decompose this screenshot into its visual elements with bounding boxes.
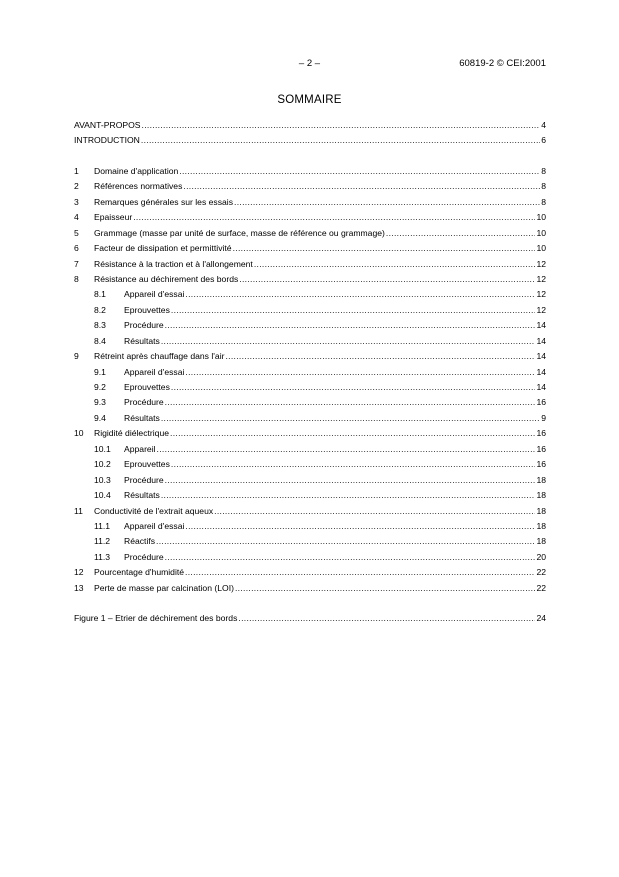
toc-entry-number: 10.2 [94,459,111,470]
dot-leader [214,504,535,519]
toc-entry-introduction[interactable] [74,133,546,148]
toc-entry-10-4[interactable] [74,488,546,503]
toc-entry-number: 11.1 [94,520,111,531]
toc-entry-7[interactable] [74,257,546,272]
toc-entry-page: 12 [536,273,546,284]
toc-entry-label: Résistance au déchirement des bords [94,273,239,284]
toc-entry-label: Rétreint après chauffage dans l'air [94,351,225,362]
toc-entry-label: Pourcentage d'humidité [94,567,185,578]
toc-entry-label: Eprouvettes [124,304,170,315]
toc-entry-page: 20 [536,551,546,562]
dot-leader [161,334,536,349]
dot-leader [141,133,540,148]
toc-entry-page: 10 [536,227,546,238]
toc-entry-page: 18 [536,505,546,516]
toc-entry-9[interactable] [74,349,546,364]
toc-entry-6[interactable] [74,241,546,256]
toc-entry-page: 10 [536,212,546,223]
toc-entry-page: 22 [536,582,546,593]
dot-leader [157,442,536,457]
toc-entry-label: Procédure [124,474,164,485]
toc-entry-11-1[interactable] [74,519,546,534]
toc-entry-page: 14 [536,366,546,377]
toc-entry-9-2[interactable] [74,380,546,395]
toc-entry-number: 9 [74,351,79,362]
toc-entry-9-3[interactable] [74,395,546,410]
toc-entry-label: Grammage (masse par unité de surface, masse de référence ou grammage) [94,227,385,238]
toc-entry-page: 16 [536,428,546,439]
toc-entry-label: Résultats [124,412,160,423]
toc-entry-number: 8 [74,273,79,284]
toc-entry-page: 18 [536,490,546,501]
toc-entry-label: Appareil d'essai [124,289,185,300]
toc-entry-number: 4 [74,212,79,223]
toc-entry-page: 12 [536,258,546,269]
toc-entry-label: Domaine d'application [94,165,179,176]
dot-leader [165,395,536,410]
toc-entry-label: Résistance à la traction et à l'allongement [94,258,253,269]
toc-entry-number: 9.1 [94,366,106,377]
toc-entry-11-3[interactable] [74,550,546,565]
toc-entry-11-2[interactable] [74,534,546,549]
dot-leader [233,241,536,256]
dot-leader [156,534,535,549]
dot-leader [161,411,540,426]
toc-entry-8-2[interactable] [74,303,546,318]
document-reference: 60819-2 © CEI:2001 [459,58,546,69]
toc-entry-label: Références normatives [94,181,183,192]
dot-leader [185,519,535,534]
dot-leader [225,349,535,364]
toc-entry-number: 13 [74,582,84,593]
toc-entry-label: Remarques générales sur les essais [94,196,233,207]
toc-entry-1[interactable] [74,164,546,179]
toc-entry-number: 9.3 [94,397,106,408]
dot-leader [171,380,536,395]
toc-entry-number: 11.2 [94,536,111,547]
toc-entry-figure-1[interactable] [74,611,546,626]
table-of-contents [74,118,546,627]
toc-entry-page: 14 [536,320,546,331]
toc-entry-10-1[interactable] [74,442,546,457]
dot-leader [171,457,536,472]
toc-entry-number: 2 [74,181,79,192]
toc-entry-page: 8 [541,181,546,192]
toc-entry-page: 6 [541,135,546,146]
toc-entry-page: 18 [536,536,546,547]
toc-entry-page: 18 [536,474,546,485]
toc-entry-10-3[interactable] [74,473,546,488]
toc-entry-number: 6 [74,243,79,254]
dot-leader [234,195,540,210]
toc-entry-label: Eprouvettes [124,382,170,392]
toc-entry-8-3[interactable] [74,318,546,333]
toc-entry-number: 5 [74,227,79,238]
toc-entry-label: AVANT-PROPOS [74,120,141,130]
dot-leader [171,303,536,318]
toc-entry-label: Facteur de dissipation et permittivité [94,243,232,254]
toc-entry-page: 9 [541,412,546,423]
toc-entry-label: Appareil d'essai [124,520,185,531]
toc-entry-4[interactable] [74,210,546,225]
toc-entry-8-4[interactable] [74,334,546,349]
toc-entry-12[interactable] [74,565,546,580]
dot-leader [238,611,535,626]
toc-entry-label: Procédure [124,397,164,408]
page-number: – 2 – [298,58,321,69]
toc-entry-page: 16 [536,459,546,470]
dot-leader [386,226,536,241]
toc-entry-page: 16 [536,397,546,408]
toc-entry-page: 10 [536,243,546,254]
toc-entry-label: Perte de masse par calcination (LOI) [94,582,234,593]
toc-entry-number: 9.2 [94,382,106,392]
toc-entry-8-1[interactable] [74,287,546,302]
dot-leader [254,257,536,272]
toc-entry-11[interactable] [74,504,546,519]
toc-entry-label: Appareil [124,443,156,454]
dot-leader [170,426,535,441]
toc-entry-label: Résultats [124,490,160,501]
toc-entry-page: 8 [541,196,546,207]
toc-entry-label: Procédure [124,551,164,562]
dot-leader [239,272,535,287]
toc-entry-label: Figure 1 – Etrier de déchirement des bords [74,613,238,624]
toc-entry-label: Appareil d'essai [124,366,185,377]
toc-entry-5[interactable] [74,226,546,241]
toc-entry-page: 22 [536,567,546,578]
toc-title: SOMMAIRE [277,94,342,106]
toc-entry-label: Procédure [124,320,164,331]
toc-entry-number: 8.4 [94,335,106,346]
toc-entry-2[interactable] [74,179,546,194]
toc-entry-page: 8 [541,165,546,176]
toc-entry-label: INTRODUCTION [74,135,140,146]
dot-leader [183,179,540,194]
toc-entry-page: 16 [536,443,546,454]
toc-entry-page: 14 [536,351,546,362]
toc-entry-number: 12 [74,567,84,578]
toc-entry-3[interactable] [74,195,546,210]
toc-entry-number: 9.4 [94,412,106,423]
toc-entry-label: Réactifs [124,536,156,547]
toc-entry-number: 10.1 [94,443,111,454]
toc-entry-number: 7 [74,258,79,269]
dot-leader [179,164,540,179]
toc-entry-9-4[interactable] [74,411,546,426]
toc-entry-page: 14 [536,382,546,392]
toc-entry-9-1[interactable] [74,365,546,380]
dot-leader [161,488,536,503]
dot-leader [185,565,535,580]
toc-entry-number: 11.3 [94,551,111,562]
toc-entry-page: 12 [536,304,546,315]
toc-entry-number: 3 [74,196,79,207]
toc-entry-number: 8.1 [94,289,106,300]
toc-entry-label: Conductivité de l'extrait aqueux [94,505,214,516]
toc-entry-number: 11 [74,505,83,516]
toc-entry-label: Eprouvettes [124,459,170,470]
toc-entry-10[interactable] [74,426,546,441]
dot-leader [185,365,535,380]
toc-entry-number: 10 [74,428,84,439]
toc-entry-page: 18 [536,520,546,531]
dot-leader [165,318,536,333]
toc-entry-page: 12 [536,289,546,300]
dot-leader [142,118,541,133]
toc-entry-page: 4 [541,120,546,130]
toc-entry-13[interactable] [74,581,546,596]
toc-entry-label: Résultats [124,335,160,346]
dot-leader [185,287,535,302]
dot-leader [235,581,535,596]
toc-entry-label: Rigidité diélectrique [94,428,169,439]
dot-leader [165,550,536,565]
toc-entry-page: 24 [536,613,546,624]
toc-entry-label: Epaisseur [94,212,133,223]
dot-leader [165,473,536,488]
toc-entry-number: 8.3 [94,320,106,331]
toc-entry-8[interactable] [74,272,546,287]
toc-entry-number: 1 [74,165,79,176]
dot-leader [133,210,535,225]
toc-entry-number: 10.4 [94,490,111,501]
toc-entry-page: 14 [536,335,546,346]
toc-entry-avant-propos[interactable] [74,118,546,133]
toc-entry-number: 10.3 [94,474,111,485]
toc-entry-10-2[interactable] [74,457,546,472]
toc-entry-number: 8.2 [94,304,106,315]
